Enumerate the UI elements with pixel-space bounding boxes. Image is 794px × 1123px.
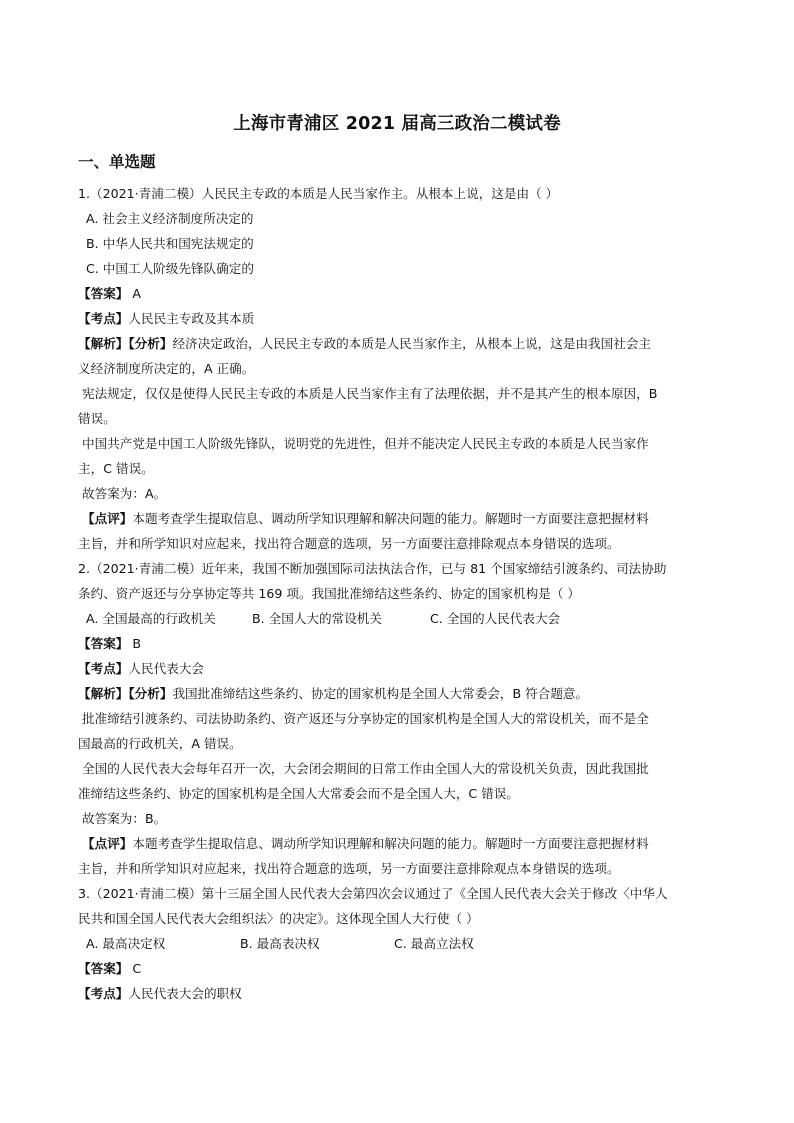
question-2-option-b: B. 全国人大的常设机关	[252, 611, 382, 626]
point-label: 【考点】	[78, 986, 129, 1001]
analysis-label: 【解析】【分析】	[78, 336, 173, 351]
question-1-option-a: A. 社会主义经济制度所决定的	[86, 211, 254, 226]
comment-line: 本题考查学生提取信息、调动所学知识理解和解决问题的能力。解题时一方面要注意把握材料	[132, 836, 649, 851]
question-2-stem: 条约、资产返还与分享协定等共 169 项。我国批准缔结这些条约、协定的国家机构是（ ）	[78, 586, 581, 601]
question-3-point	[78, 981, 718, 1006]
document-title: 上海市青浦区 2021 届高三政治二模试卷	[233, 114, 561, 134]
question-1-point	[78, 306, 718, 331]
question-1-stem: 1.（2021·青浦二模）人民民主专政的本质是人民当家作主。从根本上说，这是由（ ）	[78, 186, 559, 201]
question-3-options	[78, 931, 718, 956]
question-2-options	[78, 606, 718, 631]
comment-label: 【点评】	[82, 511, 133, 526]
question-3-stem: 3.（2021·青浦二模）第十三届全国人民代表大会第四次会议通过了《全国人民代表大会关于修改〈中华人	[78, 886, 668, 901]
point-label: 【考点】	[78, 661, 129, 676]
point-value: 人民代表大会的职权	[128, 986, 242, 1001]
analysis-line: 宪法规定，仅仅是使得人民民主专政的本质是人民当家作主有了法理依据，并不是其产生的根本原因，B	[82, 386, 658, 401]
question-1-option-c: C. 中国工人阶级先锋队确定的	[86, 261, 254, 276]
question-1-answer	[78, 281, 718, 306]
section-heading: 一、单选题	[78, 153, 156, 171]
point-label: 【考点】	[78, 311, 129, 326]
question-3-stem: 民共和国全国人民代表大会组织法〉的决定》。这体现全国人大行使（ ）	[78, 911, 479, 926]
analysis-line: 故答案为：A。	[82, 486, 167, 501]
answer-value: B	[132, 636, 142, 651]
comment-line: 本题考查学生提取信息、调动所学知识理解和解决问题的能力。解题时一方面要注意把握材料	[132, 511, 649, 526]
question-2-analysis	[78, 681, 718, 706]
answer-label: 【答案】	[78, 961, 129, 976]
point-value: 人民民主专政及其本质	[128, 311, 255, 326]
question-2-option-a: A. 全国最高的行政机关	[86, 611, 216, 626]
question-2-stem: 2.（2021·青浦二模）近年来，我国不断加强国际司法执法合作，已与 81 个国家缔结引渡条约、司法协助	[78, 561, 667, 576]
question-1-option-b: B. 中华人民共和国宪法规定的	[86, 236, 254, 251]
question-2-option-c: C. 全国的人民代表大会	[430, 611, 561, 626]
question-2-comment	[78, 831, 718, 856]
analysis-line: 故答案为：B。	[82, 811, 167, 826]
analysis-line: 主，C 错误。	[78, 461, 154, 476]
question-3-option-c: C. 最高立法权	[394, 936, 474, 951]
analysis-line: 准缔结这些条约、协定的国家机构是全国人大常委会而不是全国人大，C 错误。	[78, 786, 519, 801]
comment-line: 主旨，并和所学知识对应起来，找出符合题意的选项，另一方面要注意排除观点本身错误的选项。	[78, 536, 620, 551]
analysis-line: 国最高的行政机关，A 错误。	[78, 736, 242, 751]
question-1-analysis	[78, 331, 718, 356]
question-2-answer	[78, 631, 718, 656]
analysis-line: 义经济制度所决定的，A 正确。	[78, 361, 255, 376]
question-2-point	[78, 656, 718, 681]
question-3-option-b: B. 最高表决权	[240, 936, 320, 951]
analysis-line: 全国的人民代表大会每年召开一次，大会闭会期间的日常工作由全国人大的常设机关负责，因此我国批	[82, 761, 649, 776]
analysis-label: 【解析】【分析】	[78, 686, 173, 701]
answer-value: C	[132, 961, 142, 976]
comment-label: 【点评】	[82, 836, 133, 851]
question-list	[78, 181, 718, 1006]
analysis-line: 经济决定政治，人民民主专政的本质是人民当家作主，从根本上说，这是由我国社会主	[172, 336, 652, 351]
answer-label: 【答案】	[78, 636, 129, 651]
answer-value: A	[132, 286, 142, 301]
question-3-option-a: A. 最高决定权	[86, 936, 166, 951]
answer-label: 【答案】	[78, 286, 129, 301]
question-1-comment	[78, 506, 718, 531]
analysis-line: 我国批准缔结这些条约、协定的国家机构是全国人大常委会，B 符合题意。	[172, 686, 589, 701]
analysis-line: 中国共产党是中国工人阶级先锋队，说明党的先进性，但并不能决定人民民主专政的本质是人民当家作	[82, 436, 649, 451]
question-3-answer	[78, 956, 718, 981]
point-value: 人民代表大会	[128, 661, 204, 676]
analysis-line: 批准缔结引渡条约、司法协助条约、资产返还与分享协定的国家机构是全国人大的常设机关，而不是全	[82, 711, 649, 726]
comment-line: 主旨，并和所学知识对应起来，找出符合题意的选项，另一方面要注意排除观点本身错误的选项。	[78, 861, 620, 876]
analysis-line: 错误。	[78, 411, 116, 426]
